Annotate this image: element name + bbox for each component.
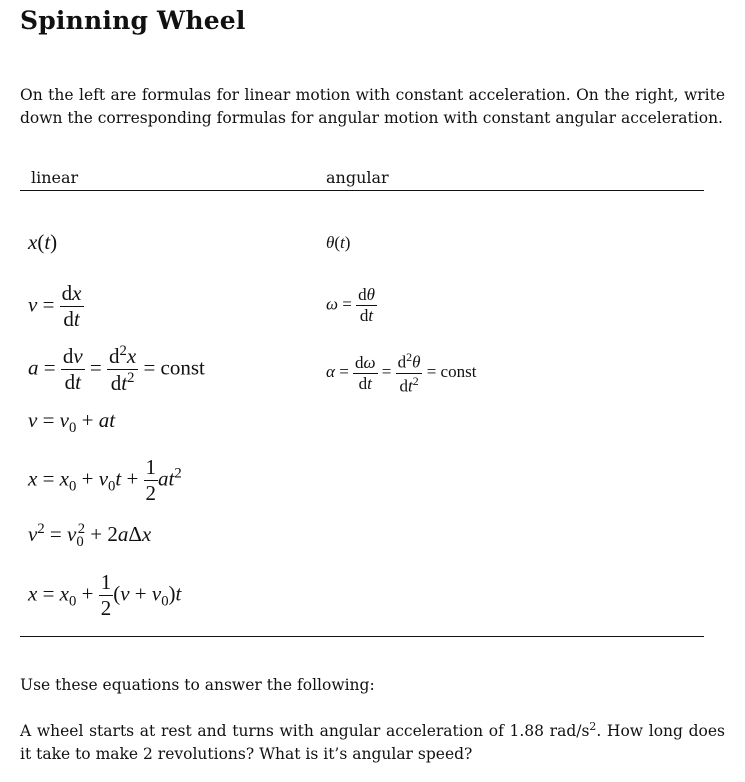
linear-position-formula: x(t) bbox=[28, 230, 58, 254]
question-exponent: 2 bbox=[589, 720, 597, 733]
question-part-2: . How long does it take to make 2 revolutions? What is it’s angular speed? bbox=[20, 722, 725, 764]
angular-position-formula: θ(t) bbox=[326, 233, 351, 252]
angular-velocity-formula: ω = $\frac{d\theta}{dt}$ bbox=[326, 285, 375, 325]
velocity-squared-equation: $v^2 = v_0^2 + 2a\Delta x$ bbox=[28, 521, 152, 551]
linear-velocity-formula: v = $\frac{dx}{dt}$ bbox=[28, 281, 82, 331]
velocity-time-equation: $v = v_0$ + at bbox=[28, 408, 116, 437]
table-top-rule bbox=[20, 190, 704, 191]
question-text bbox=[20, 715, 725, 766]
linear-acceleration-formula: a = $\frac{dv}{dt}$ = $\frac{d^2x}{dt^2}$ = const bbox=[28, 343, 205, 395]
angular-acceleration-formula: α = $\frac{d\omega}{dt}$ = $\frac{d^2\theta}{dt^2}$ = const bbox=[326, 350, 477, 396]
instruction-text: Use these equations to answer the following: bbox=[20, 676, 375, 694]
intro-paragraph: On the left are formulas for linear motion with constant acceleration. On the right, write down the corresponding formulas for angular motion with constant angular acceleration. bbox=[20, 86, 725, 127]
position-time-equation: $x = x_0 + v_0t$ + $\frac{1}{2}$ $at^2$ bbox=[28, 455, 182, 505]
average-velocity-equation: $x = x_0$ + $\frac{1}{2}$ $(v + v_0)t$ bbox=[28, 570, 182, 620]
table-bottom-rule bbox=[20, 636, 704, 637]
page-title: Spinning Wheel bbox=[20, 6, 246, 35]
column-header-angular: angular bbox=[326, 168, 389, 187]
column-header-linear: linear bbox=[31, 168, 79, 187]
question-part-1: A wheel starts at rest and turns with angular acceleration of 1.88 rad/s bbox=[20, 722, 590, 741]
